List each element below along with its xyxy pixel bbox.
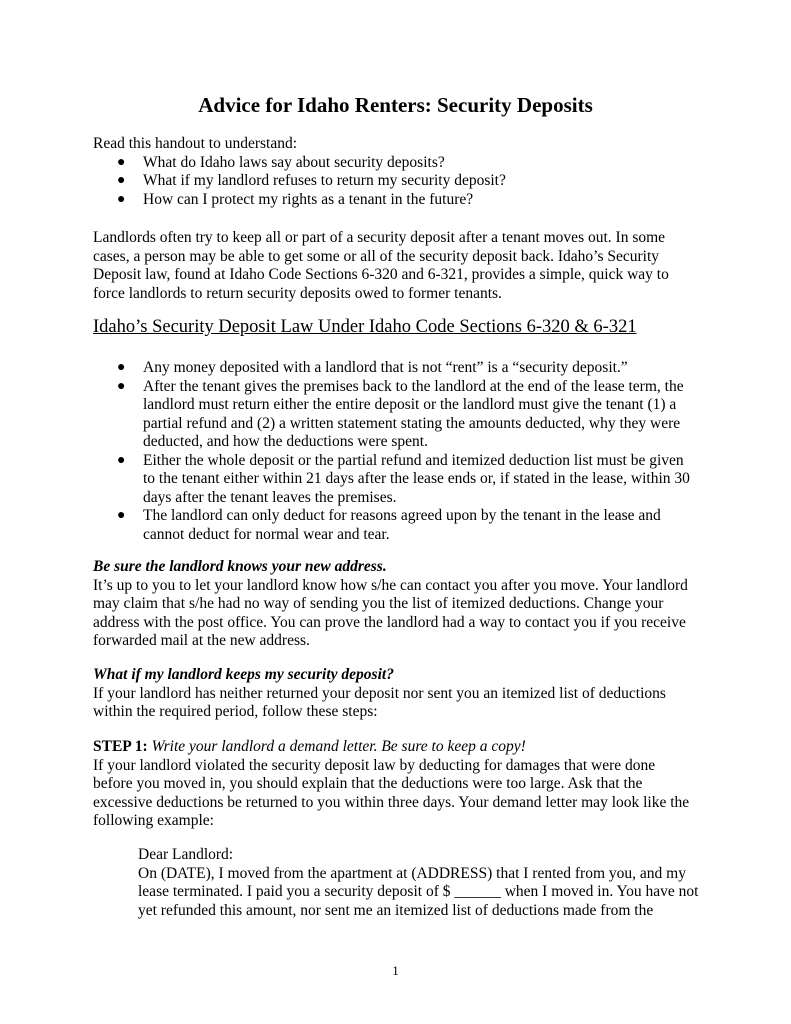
bullet-icon: ● (117, 452, 126, 468)
bullet-icon: ● (117, 378, 126, 394)
keep-deposit-heading: What if my landlord keeps my security deposit? (93, 666, 394, 683)
letter-body: On (DATE), I moved from the apartment at (ADDRESS) that I rented from you, and my lease terminated. I paid you a security deposit of $ ______ when I moved in. You have not yet refunded this amount, nor sent me an itemized list of deductions made from the (138, 864, 699, 919)
intro-section (93, 135, 698, 209)
bullet-icon: ● (117, 360, 126, 375)
step1-section (93, 738, 698, 831)
step1-label: STEP 1: (93, 738, 148, 755)
page-number: 1 (392, 963, 399, 978)
bullet-icon: ● (117, 508, 126, 523)
list-item: ● After the tenant gives the premises back to the landlord at the end of the lease term, the landlord must return either the entire deposit or the landlord must give the tenant (1) a partial refund and (2) a written statement stating the amounts deducted, why they were deducted, and how the deductions were spent. (117, 377, 684, 450)
address-heading: Be sure the landlord knows your new address. (93, 558, 387, 575)
overview-paragraph: Landlords often try to keep all or part of a security deposit after a tenant moves out. In some cases, a person may be able to get some or all of the security deposit back. Idaho’s Security Deposit law, found at Idaho Code Sections 6-320 and 6-321, provides a simple, quick way to force landlords to return security deposits owed to former tenants. (93, 229, 669, 302)
keep-deposit-body: If your landlord has neither returned your deposit nor sent you an itemized list of deductions within the required period, follow these steps: (93, 684, 666, 720)
bullet-icon: ● (117, 173, 126, 188)
list-item: ● What do Idaho laws say about security deposits? (117, 153, 445, 171)
intro-question-list (93, 154, 698, 210)
bullet-icon: ● (117, 154, 126, 170)
bullet-icon: ● (117, 191, 126, 207)
list-item: ● What if my landlord refuses to return my security deposit? (117, 172, 506, 189)
address-section (93, 558, 698, 651)
list-item: ● The landlord can only deduct for reasons agreed upon by the tenant in the lease and cannot deduct for normal wear and tear. (117, 507, 661, 543)
list-item: ● Any money deposited with a landlord that is not “rent” is a “security deposit.” (117, 359, 628, 376)
step1-body: If your landlord violated the security deposit law by deducting for damages that were done before you moved in, you should explain that the deductions were too large. Ask that the excessive deductions be returned to you within three days. Your demand letter may look like the following example: (93, 756, 690, 829)
page-title: Advice for Idaho Renters: Security Deposits (198, 93, 593, 117)
step1-heading (93, 738, 698, 757)
letter-salutation: Dear Landlord: (138, 846, 234, 863)
list-item: ● How can I protect my rights as a tenant in the future? (117, 190, 474, 208)
step1-instruction: Write your landlord a demand letter. Be sure to keep a copy! (147, 738, 526, 755)
list-item: ● Either the whole deposit or the partial refund and itemized deduction list must be given to the tenant either within 21 days after the lease ends or, if stated in the lease, within 30 days after the tenant leaves the premises. (117, 451, 690, 506)
address-body: It’s up to you to let your landlord know how s/he can contact you after you move. Your landlord may claim that s/he had no way of sending you the list of itemized deductions. Change your address with the post office. You can prove the landlord had a way to contact you if you receive forwarded mail at the new address. (93, 576, 688, 649)
law-section (93, 359, 698, 544)
keep-deposit-section (93, 666, 698, 722)
law-point-list (93, 359, 698, 544)
law-section-heading: Idaho’s Security Deposit Law Under Idaho Code Sections 6-320 & 6-321 (93, 317, 637, 337)
sample-letter (138, 846, 708, 920)
intro-lead: Read this handout to understand: (93, 135, 298, 152)
